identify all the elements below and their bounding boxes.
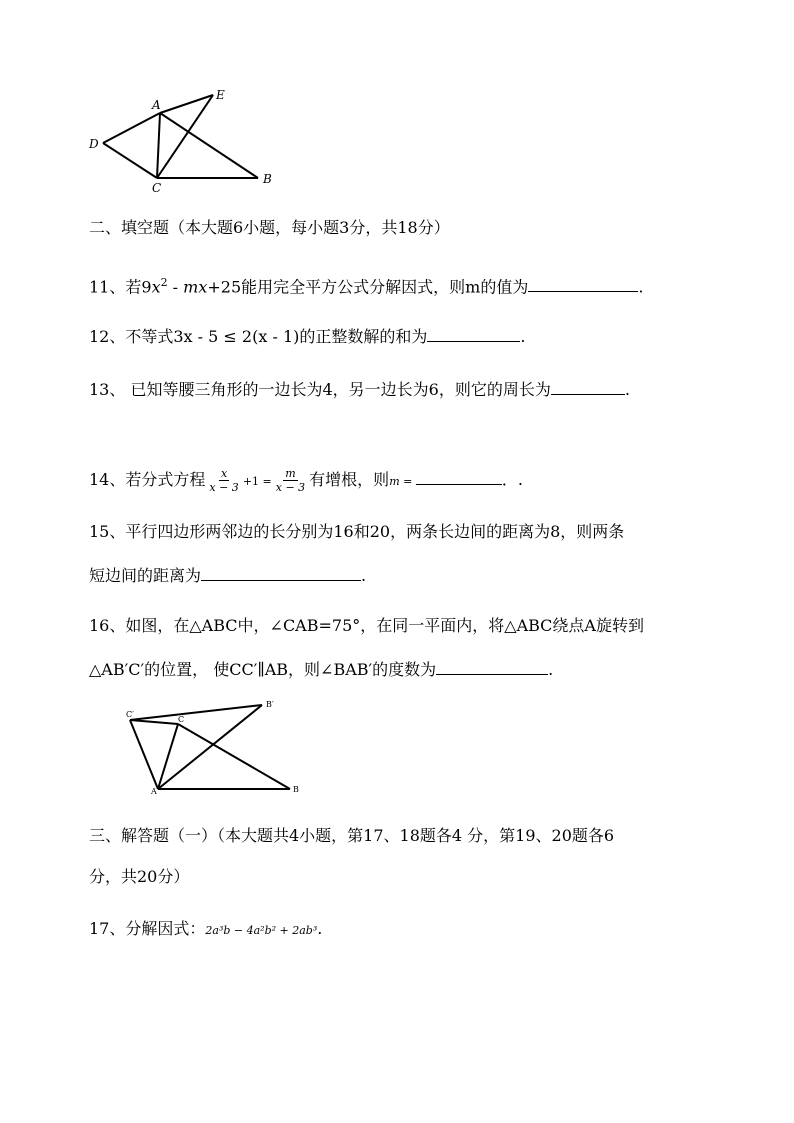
label-A: A	[152, 98, 161, 112]
q15-line1: 平行四边形两邻边的长分别为16和20，两条长边间的距离为8，则两条	[125, 522, 625, 541]
figure2-lines	[130, 705, 290, 789]
label-C: C	[152, 181, 162, 195]
label-D: D	[89, 137, 99, 151]
segment-CprimeC	[130, 720, 178, 724]
label-C: C	[178, 715, 185, 724]
q14-mid: 有增根，则	[309, 470, 390, 489]
question-15-line2	[89, 565, 366, 586]
label-B: B	[293, 785, 299, 794]
q13-number: 13、	[89, 380, 126, 399]
segment-CprimeBprime	[130, 705, 262, 720]
q15-line2: 短边间的距离为	[89, 566, 202, 585]
segment-ABprime	[158, 705, 262, 789]
q11-x: x	[151, 277, 161, 297]
q16-line1: 如图，在△ABC中，∠CAB=75°，在同一平面内，将△ABC绕点A旋转到	[125, 616, 644, 635]
q16-answer-blank[interactable]	[436, 659, 548, 675]
label-E: E	[216, 88, 225, 102]
q11-mid: -	[167, 277, 184, 297]
q12-number: 12、	[89, 327, 126, 346]
q17-end: .	[317, 919, 323, 938]
q11-mx: mx	[183, 277, 208, 297]
q14-pre: 若分式方程	[125, 470, 206, 489]
label-B: B	[263, 172, 272, 186]
q14-number: 14、	[89, 470, 126, 489]
question-14	[89, 465, 523, 497]
section-3-line1: 三、解答题（一）（本大题共4小题，第17、18题各4 分，第19、20题各6	[89, 826, 615, 845]
section-3-line2: 分，共20分）	[89, 867, 190, 886]
q12-text: 不等式3x - 5 ≤ 2(x - 1)的正整数解的和为	[125, 327, 428, 346]
q13-answer-blank[interactable]	[551, 379, 625, 395]
q14-end: ．.	[501, 470, 523, 489]
q15-number: 15、	[89, 522, 126, 541]
question-15-line1	[89, 522, 624, 542]
question-17	[89, 919, 322, 941]
q14-frac2-numerator: m	[285, 467, 296, 480]
q15-answer-blank[interactable]	[201, 565, 361, 581]
q16-end: .	[548, 660, 554, 679]
q12-answer-blank[interactable]	[427, 326, 520, 342]
q13-end: .	[624, 380, 630, 399]
q14-plus-one: +1 =	[242, 475, 272, 488]
q11-post: +25能用完全平方公式分解因式，则m的值为	[207, 277, 529, 297]
question-16-line1	[89, 616, 644, 636]
segment-CE	[157, 95, 213, 178]
q11-answer-blank[interactable]	[528, 276, 638, 292]
figure-triangles-1	[85, 85, 285, 200]
segment-AE	[160, 95, 213, 113]
q14-eq: =	[399, 475, 416, 488]
q11-exponent: 2	[160, 276, 168, 289]
segment-CB	[178, 724, 290, 789]
question-12	[89, 326, 525, 347]
q15-end: .	[361, 566, 367, 585]
question-11	[89, 273, 643, 297]
q14-fraction-2	[274, 467, 307, 494]
label-B-prime: B′	[266, 700, 274, 709]
label-C-prime: C′	[126, 710, 134, 719]
q14-frac2-denominator: x − 3	[275, 481, 306, 494]
q11-number: 11、	[89, 277, 126, 297]
segment-DA	[103, 113, 160, 143]
figure1-lines	[103, 95, 258, 178]
figure-rotation-2	[118, 695, 308, 795]
q13-text: 已知等腰三角形的一边长为4，另一边长为6，则它的周长为	[125, 380, 551, 399]
q14-m: m	[389, 475, 400, 488]
q17-text: 分解因式：	[125, 919, 206, 938]
q17-expression: 2a³b − 4a²b² + 2ab³	[205, 924, 318, 937]
question-13	[89, 379, 630, 400]
section-2-heading: 二、填空题（本大题6小题，每小题3分，共18分）	[89, 218, 450, 237]
q14-frac1-numerator: x	[220, 467, 228, 480]
q14-answer-blank[interactable]	[416, 469, 502, 485]
label-A: A	[151, 787, 157, 795]
q16-line2: △AB′C′的位置， 使CC′∥AB，则∠BAB′的度数为	[89, 660, 437, 679]
segment-AC	[157, 113, 160, 178]
question-16-line2	[89, 659, 553, 680]
q14-frac1-denominator: x − 3	[209, 481, 239, 494]
q14-fraction-1	[207, 467, 240, 494]
segment-CprimeA	[130, 720, 158, 789]
segment-DC	[103, 143, 157, 178]
q17-number: 17、	[89, 919, 126, 938]
q16-number: 16、	[89, 616, 126, 635]
q11-pre: 若9	[125, 277, 152, 297]
segment-AB	[160, 113, 258, 178]
segment-CA	[158, 724, 178, 789]
q12-end: .	[520, 327, 526, 346]
q11-end: .	[638, 277, 644, 297]
